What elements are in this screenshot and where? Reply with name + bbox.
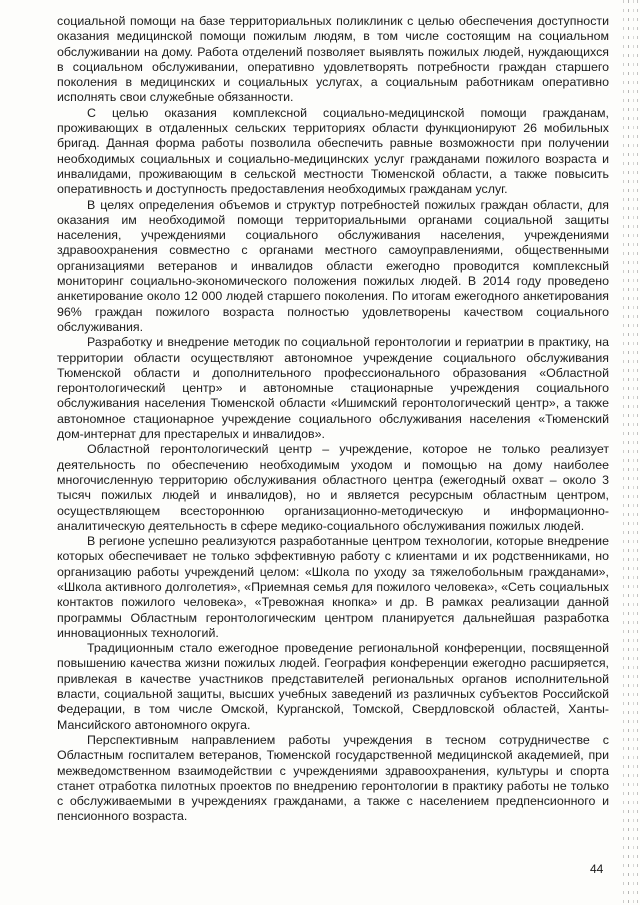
page-number: 44 <box>590 862 604 876</box>
scan-edge-artifact <box>637 0 638 905</box>
scan-edge-artifact <box>628 0 629 905</box>
paragraph-7: Традиционным стало ежегодное проведение региональной конференции, посвященной повышению качества жизни пожилых людей. География конференции ежегодно расширяется, привлекая в качестве участников представителей региональных органов исполнительной власти, социальной защиты, высших учебных заведений из различных субъектов Российской Федерации, в том числе Омской, Курганской, Томской, Свердловской областей, Ханты-Мансийского автономного округа. <box>57 641 609 732</box>
document-body <box>57 14 609 825</box>
scan-edge-artifact <box>633 0 634 905</box>
paragraph-2: С целью оказания комплексной социально-медицинской помощи гражданам, проживающих в отдаленных сельских территориях области функционируют 26 мобильных бригад. Данная форма работы позволила обеспечить равные возможности при получении необходимых социальных и социально-медицинских услуг гражданами пожилого возраста и инвалидами, проживающим в сельской местности Тюменской области, а также повысить оперативность и доступность предоставления необходимых гражданам услуг. <box>57 105 609 197</box>
paragraph-6: В регионе успешно реализуются разработанные центром технологии, которые внедрение которых обеспечивает не только эффективную работу с клиентами и их родственниками, но организацию работы учреждений целом: «Школа по уходу за тяжелобольным гражданами», «Школа активного долголетия», «Приемная семья для пожилого человека», «Сеть социальных контактов пожилого человека», «Тревожная кнопка» и др. В рамках реализации данной программы Областным геронтологическим центром планируется дальнейшая разработка инновационных технологий. <box>57 534 609 640</box>
paragraph-4: Разработку и внедрение методик по социальной геронтологии и гериатрии в практику, на территории области осуществляют автономное учреждение социального обслуживания Тюменской области и дополнительного профессионального образования «Областной геронтологический центр» и автономные стационарные учреждения социального обслуживания населения Тюменской области «Ишимский геронтологический центр», а также автономное стационарное учреждение социального обслуживания населения «Тюменский дом-интернат для престарелых и инвалидов». <box>57 335 609 442</box>
paragraph-5: Областной геронтологический центр – учреждение, которое не только реализует деятельность по обеспечению необходимым уходом и помощью на дому наиболее многочисленную территорию обслуживания областного центра (ежегодный охват – около 3 тысяч пожилых людей и инвалидов), но и является ресурсным областным центром, осуществляющем всестороннюю организационно-методическую и информационно-аналитическую деятельность в сфере медико-социального обслуживания пожилых людей. <box>57 442 609 533</box>
paragraph-1: социальной помощи на базе территориальных поликлиник с целью обеспечения доступности оказания медицинской помощи пожилым людям, в том числе состоящим на социальном обслуживании на дому. Работа отделений позволяет выявлять пожилых людей, нуждающихся в социальном обслуживании, оперативно удовлетворять потребности граждан старшего поколения в медицинских и социальных услугах, а социальным работникам оперативно исполнять свои служебные обязанности. <box>57 14 609 105</box>
paragraph-3: В целях определения объемов и структур потребностей пожилых граждан области, для оказания им необходимой помощи территориальными органами социальной защиты населения, учреждениями социального обслуживания населения, учреждениями здравоохранения совместно с органами местного самоуправлениями, общественными организациями ветеранов и инвалидов области ежегодно проводится комплексный мониторинг социально-экономического положения пожилых людей. В 2014 году проведено анкетирование около 12 000 людей старшего поколения. По итогам ежегодного анкетирования 96% граждан пожилого возраста полностью удовлетворены качеством социального обслуживания. <box>57 197 609 334</box>
scan-edge-artifact <box>623 0 624 905</box>
paragraph-8: Перспективным направлением работы учреждения в тесном сотрудничестве с Областным госпиталем ветеранов, Тюменской государственной медицинской академией, при межведомственном взаимодействии с учреждениями здравоохранения, культуры и спорта станет отработка пилотных проектов по внедрению геронтологии в практику работы не только с обслуживаемыми в учреждениях гражданами, а также с населением предпенсионного и пенсионного возраста. <box>57 732 609 824</box>
